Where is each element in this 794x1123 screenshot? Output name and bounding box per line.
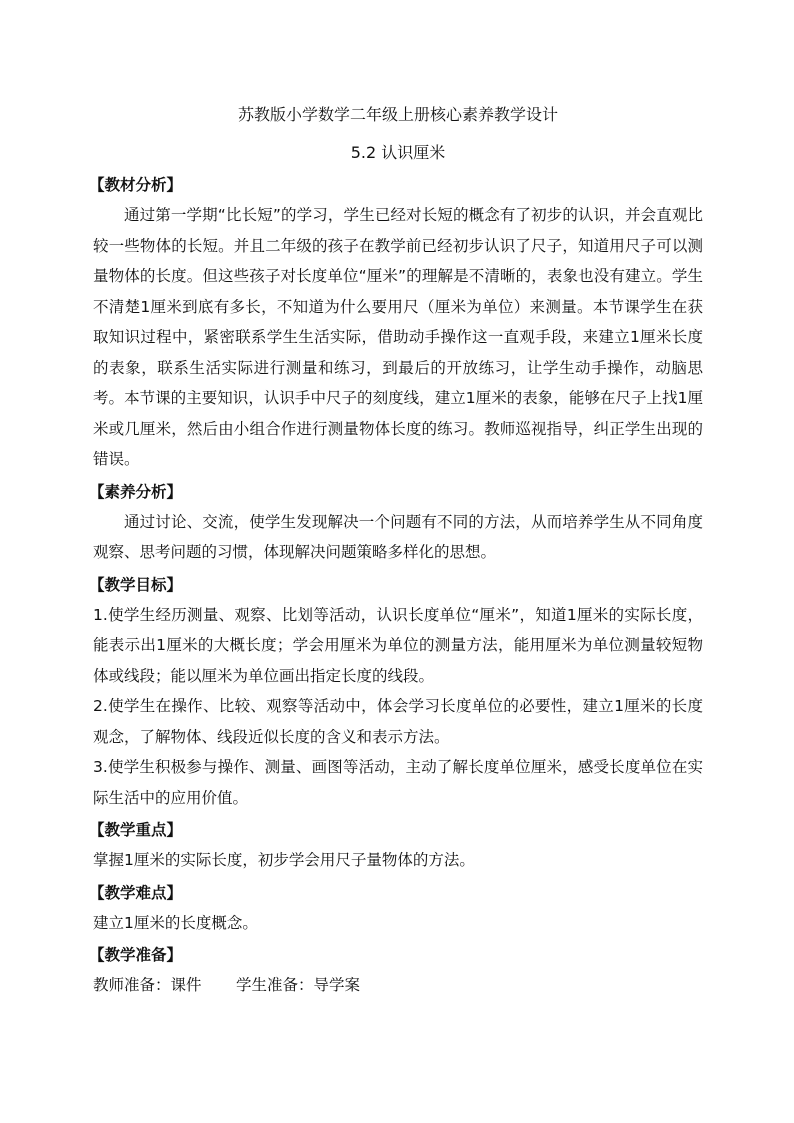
paragraph-difficulties: 建立1厘米的长度概念。 (93, 913, 258, 932)
objective-item-1: 1.使学生经历测量、观察、比划等活动，认识长度单位“厘米”，知道1厘米的实际长度，能表示出1厘米的大概长度；学会用厘米为单位的测量方法，能用厘米为单位测量较短物体或线段；能以厘米为单位画出指定长度的线段。 (93, 605, 703, 685)
teacher-preparation: 教师准备：课件 (93, 976, 202, 994)
heading-textbook-analysis: 【教材分析】 (89, 176, 183, 194)
paragraph-key-points: 掌握1厘米的实际长度，初步学会用尺子量物体的方法。 (93, 851, 475, 869)
paragraph-literacy-analysis: 通过讨论、交流，使学生发现解决一个问题有不同的方法，从而培养学生从不同角度观察、思考问题的习惯，体现解决问题策略多样化的思想。 (93, 512, 703, 561)
document-title: 苏教版小学数学二年级上册核心素养教学设计 (237, 105, 558, 124)
objective-item-2: 2.使学生在操作、比较、观察等活动中，体会学习长度单位的必要性，建立1厘米的长度观念，了解物体、线段近似长度的含义和表示方法。 (93, 697, 703, 746)
lesson-title: 5.2 认识厘米 (350, 143, 446, 162)
heading-teaching-objectives: 【教学目标】 (89, 575, 183, 594)
heading-difficulties: 【教学难点】 (89, 883, 183, 902)
document-page (89, 98, 703, 1001)
heading-preparation: 【教学准备】 (89, 946, 183, 964)
heading-key-points: 【教学重点】 (89, 821, 183, 839)
objective-item-3: 3.使学生积极参与操作、测量、画图等活动，主动了解长度单位厘米，感受长度单位在实际生活中的应用价值。 (93, 758, 703, 807)
paragraph-textbook-analysis: 通过第一学期“比长短”的学习，学生已经对长短的概念有了初步的认识，并会直观比较一些物体的长短。并且二年级的孩子在教学前已经初步认识了尺子，知道用尺子可以测量物体的长度。但这些孩子对长度单位“厘米”的理解是不清晰的，表象也没有建立。学生不清楚1厘米到底有多长，不知道为什么要用尺（厘米为单位）来测量。本节课学生在获取知识过程中，紧密联系学生生活实际，借助动手操作这一直观手段，来建立1厘米长度的表象，联系生活实际进行测量和练习，到最后的开放练习，让学生动手操作，动脑思考。本节课的主要知识，认识手中尺子的刻度线，建立1厘米的表象，能够在尺子上找1厘米或几厘米，然后由小组合作进行测量物体长度的练习。教师巡视指导，纠正学生出现的错误。 (93, 206, 703, 468)
student-preparation: 学生准备：导学案 (236, 976, 361, 994)
preparation-line (93, 970, 703, 1001)
heading-literacy-analysis: 【素养分析】 (89, 482, 183, 501)
